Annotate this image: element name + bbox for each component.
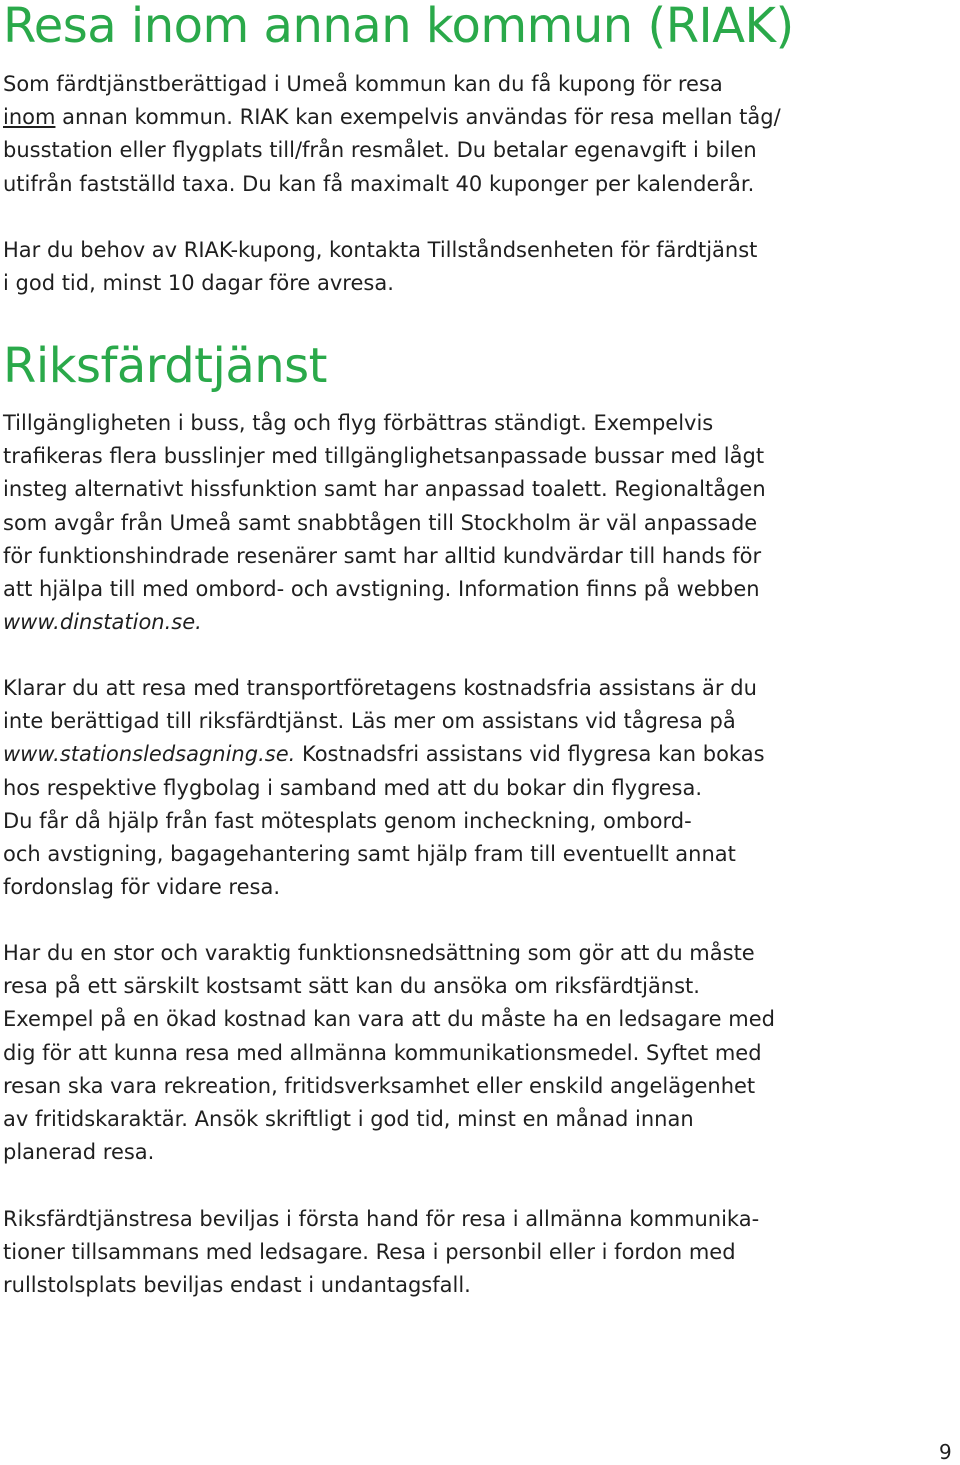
text-line: insteg alternativt hissfunktion samt har anpassad toalett. Regionaltågen xyxy=(3,477,766,502)
text-line: Som färdtjänstberättigad i Umeå kommun kan du få kupong för resa xyxy=(3,72,723,96)
text-line: Har du en stor och varaktig funktionsnedsättning som gör att du måste xyxy=(3,941,755,965)
text-line: hos respektive flygbolag i samband med att du bokar din flygresa. xyxy=(3,775,703,800)
heading-riksfardtjanst: Riksfärdtjänst xyxy=(3,338,327,394)
text-line-rest: Kostnadsfri assistans vid flygresa kan bokas xyxy=(295,742,765,767)
underlined-word: inom xyxy=(3,105,56,130)
text-line: tioner tillsammans med ledsagare. Resa i personbil eller i fordon med xyxy=(3,1240,736,1265)
text-line: Tillgängligheten i buss, tåg och flyg förbättras ständigt. Exempelvis xyxy=(3,411,714,435)
text-line: Har du behov av RIAK-kupong, kontakta Tillståndsenheten för färdtjänst xyxy=(3,238,758,262)
text-line: inte berättigad till riksfärdtjänst. Läs mer om assistans vid tågresa på xyxy=(3,709,736,734)
text-line: Exempel på en ökad kostnad kan vara att du måste ha en ledsagare med xyxy=(3,1007,775,1032)
text-line: för funktionshindrade resenärer samt har alltid kundvärdar till hands för xyxy=(3,543,762,568)
text-line: planerad resa. xyxy=(3,1140,155,1165)
text-line: busstation eller flygplats till/från resmålet. Du betalar egenavgift i bilen xyxy=(3,138,757,163)
text-line: Riksfärdtjänstresa beviljas i första hand för resa i allmänna kommunika- xyxy=(3,1207,760,1231)
text-line: att hjälpa till med ombord- och avstigning. Information finns på webben xyxy=(3,577,760,602)
text-line: Klarar du att resa med transportföretagens kostnadsfria assistans är du xyxy=(3,676,757,700)
stationsledsagning-link[interactable]: www.stationsledsagning.se. xyxy=(3,742,296,767)
text-line: utifrån fastställd taxa. Du kan få maximalt 40 kuponger per kalenderår. xyxy=(3,171,755,196)
riks-paragraph-4 xyxy=(3,1203,759,1303)
text-line: Du får då hjälp från fast mötesplats genom incheckning, ombord- xyxy=(3,808,692,833)
text-line: dig för att kunna resa med allmänna kommunikationsmedel. Syftet med xyxy=(3,1040,762,1065)
riks-paragraph-1 xyxy=(3,407,766,639)
text-line: fordonslag för vidare resa. xyxy=(3,875,280,900)
text-line: rullstolsplats beviljas endast i undantagsfall. xyxy=(3,1273,471,1298)
text-line xyxy=(3,738,765,771)
riks-paragraph-2 xyxy=(3,672,765,904)
riak-paragraph-1 xyxy=(3,68,781,201)
text-line: som avgår från Umeå samt snabbtågen till Stockholm är väl anpassade xyxy=(3,510,758,535)
text-line: trafikeras flera busslinjer med tillgänglighetsanpassade bussar med lågt xyxy=(3,444,765,469)
riks-paragraph-3 xyxy=(3,937,775,1169)
dinstation-link[interactable]: www.dinstation.se. xyxy=(3,610,202,635)
text-line: resa på ett särskilt kostsamt sätt kan du ansöka om riksfärdtjänst. xyxy=(3,974,700,999)
riak-paragraph-2 xyxy=(3,234,757,300)
text-line: av fritidskaraktär. Ansök skriftligt i god tid, minst en månad innan xyxy=(3,1107,694,1132)
text-line: i god tid, minst 10 dagar före avresa. xyxy=(3,271,394,296)
text-line xyxy=(3,101,781,134)
heading-riak: Resa inom annan kommun (RIAK) xyxy=(3,0,794,54)
text-line: resan ska vara rekreation, fritidsverksamhet eller enskild angelägenhet xyxy=(3,1073,756,1098)
text-line: och avstigning, bagagehantering samt hjälp fram till eventuellt annat xyxy=(3,842,736,867)
text-line-rest: annan kommun. RIAK kan exempelvis användas för resa mellan tåg/ xyxy=(55,105,781,130)
page-number: 9 xyxy=(939,1440,952,1464)
